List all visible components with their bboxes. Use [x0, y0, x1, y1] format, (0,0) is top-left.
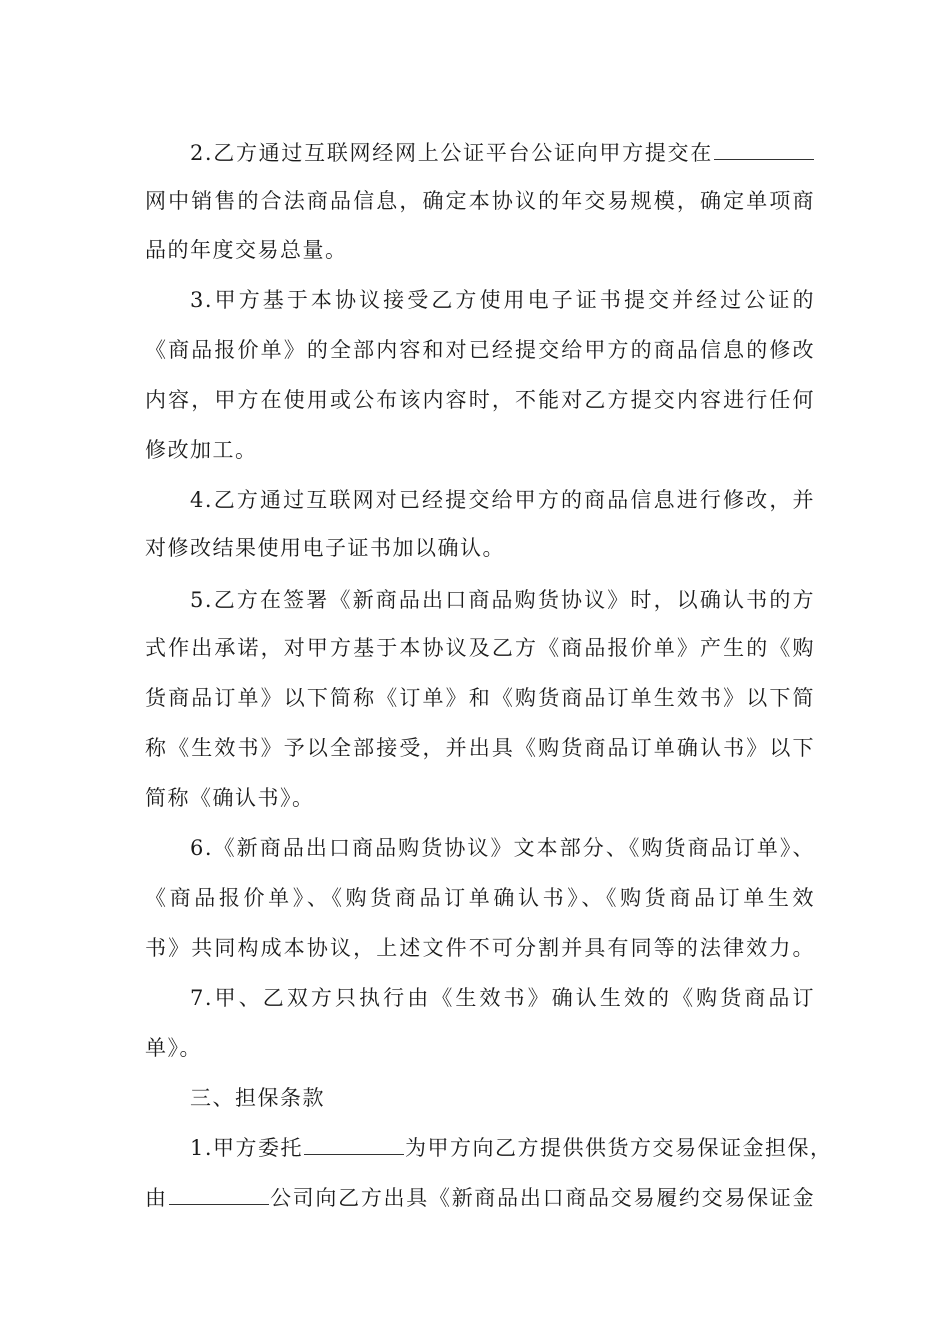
- clause-6-line-1: 6.《新商品出口商品购货协议》文本部分、《购货商品订单》、: [190, 836, 815, 860]
- clause-3-line-3: 内容，甲方在使用或公布该内容时，不能对乙方提交内容进行任何: [145, 388, 815, 412]
- guarantee-clause-1-line-2-end: 公司向乙方出具《新商品出口商品交易履约交易保证金: [269, 1186, 816, 1210]
- section-heading-guarantee: 三、担保条款: [190, 1086, 325, 1110]
- guarantee-clause-1-line-2-start: 由: [145, 1186, 168, 1210]
- clause-5-line-1: 5.乙方在签署《新商品出口商品购货协议》时，以确认书的方: [190, 588, 815, 612]
- fill-in-blank: [304, 1153, 404, 1155]
- clause-5-line-4: 称《生效书》予以全部接受，并出具《购货商品订单确认书》以下: [145, 736, 815, 760]
- clause-5-line-5: 简称《确认书》。: [145, 786, 315, 810]
- guarantee-clause-1-text-end: 为甲方向乙方提供供货方交易保证金担保，: [405, 1136, 833, 1160]
- clause-2-text: 2.乙方通过互联网经网上公证平台公证向甲方提交在: [190, 141, 713, 165]
- clause-6-line-2: 《商品报价单》、《购货商品订单确认书》、《购货商品订单生效: [145, 886, 815, 910]
- clause-2-line-1: [190, 135, 815, 171]
- clause-3-line-1: 3.甲方基于本协议接受乙方使用电子证书提交并经过公证的: [190, 288, 815, 312]
- clause-7-line-1: 7.甲、乙双方只执行由《生效书》确认生效的《购货商品订: [190, 986, 815, 1010]
- clause-3-line-4: 修改加工。: [145, 438, 258, 462]
- guarantee-clause-1-text-start: 1.甲方委托: [190, 1136, 304, 1160]
- clause-6-line-3: 书》共同构成本协议，上述文件不可分割并具有同等的法律效力。: [145, 936, 815, 960]
- clause-4-line-1: 4.乙方通过互联网对已经提交给甲方的商品信息进行修改，并: [190, 488, 815, 512]
- guarantee-clause-1-line-1: [190, 1130, 833, 1166]
- clause-3-line-2: 《商品报价单》的全部内容和对已经提交给甲方的商品信息的修改: [145, 338, 815, 362]
- fill-in-blank: [169, 1203, 269, 1205]
- clause-7-line-2: 单》。: [145, 1036, 202, 1060]
- guarantee-clause-1-line-2: [145, 1180, 815, 1216]
- clause-2-line-3: 品的年度交易总量。: [145, 238, 348, 262]
- clause-4-line-2: 对修改结果使用电子证书加以确认。: [145, 536, 505, 560]
- clause-5-line-3: 货商品订单》以下简称《订单》和《购货商品订单生效书》以下简: [145, 686, 815, 710]
- clause-5-line-2: 式作出承诺，对甲方基于本协议及乙方《商品报价单》产生的《购: [145, 636, 815, 660]
- clause-2-line-2: 网中销售的合法商品信息，确定本协议的年交易规模，确定单项商: [145, 189, 815, 213]
- fill-in-blank: [714, 158, 814, 160]
